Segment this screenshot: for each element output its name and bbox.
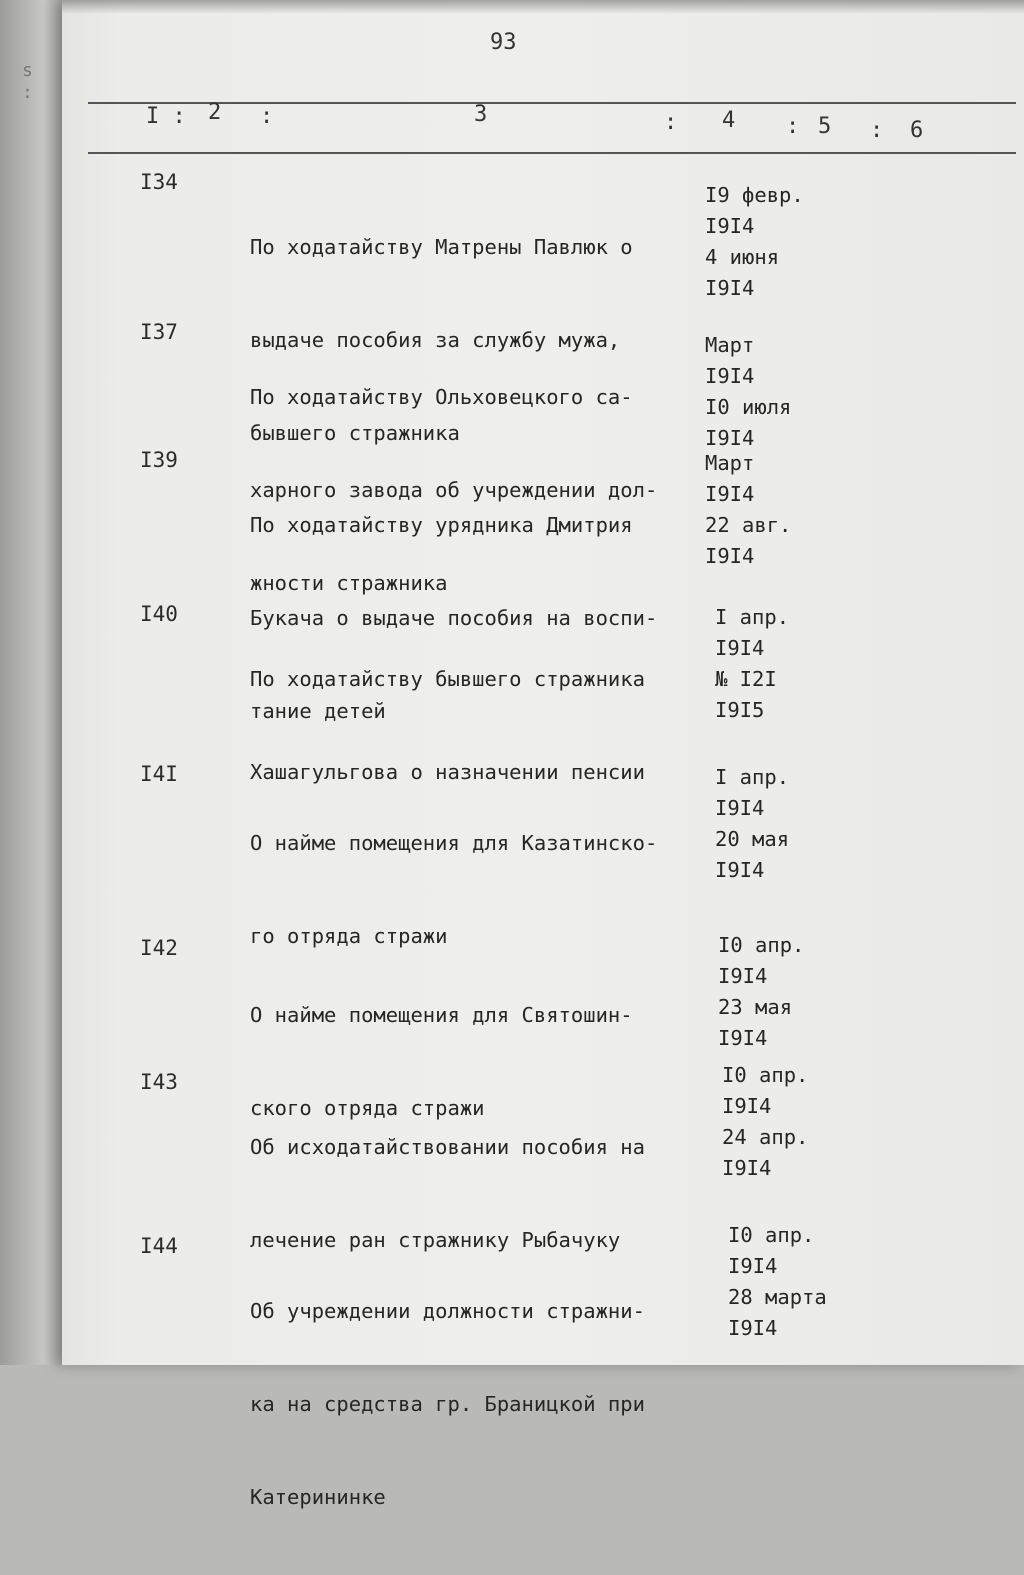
- entry-description: [250, 1234, 705, 1575]
- archive-number: № I2I: [715, 667, 777, 691]
- column-header-6: 6: [910, 118, 924, 143]
- start-year: I9I4: [718, 964, 768, 988]
- entry-dates: [705, 448, 835, 572]
- entry-dates: [705, 330, 835, 454]
- description-line: го отряда стражи: [250, 924, 448, 948]
- description-line: жности стражника: [250, 571, 448, 595]
- column-header-1: I :: [146, 104, 186, 129]
- description-line: Катерининке: [250, 1485, 386, 1509]
- entry-number: I37: [140, 320, 178, 344]
- start-date: I0 апр.: [718, 933, 805, 957]
- column-separator: :: [786, 114, 800, 139]
- description-line: По ходатайству бывшего стражника: [250, 667, 645, 691]
- end-year: I9I4: [728, 1316, 778, 1340]
- description-line: Букача о выдаче пособия на воспи-: [250, 606, 658, 630]
- start-year: I9I4: [705, 214, 755, 238]
- description-line: Об учреждении должности стражни-: [250, 1299, 645, 1323]
- page-number: 93: [490, 30, 517, 55]
- start-date: I0 апр.: [728, 1223, 815, 1247]
- entry-number: I43: [140, 1070, 178, 1094]
- start-date: I9 февр.: [705, 183, 804, 207]
- description-line: тание детей: [250, 699, 386, 723]
- entry-dates: [718, 930, 848, 1054]
- column-header-4: 4: [722, 108, 736, 133]
- description-line: О найме помещения для Святошин-: [250, 1003, 633, 1027]
- end-year: I9I4: [718, 1026, 768, 1050]
- start-year: I9I4: [715, 636, 765, 660]
- description-line: лечение ран стражнику Рыбачуку: [250, 1228, 621, 1252]
- description-line: ского отряда стражи: [250, 1096, 485, 1120]
- spine-mark: :: [22, 82, 33, 103]
- entry-number: I39: [140, 448, 178, 472]
- description-line: ка на средства гр. Браницкой при: [250, 1392, 645, 1416]
- end-year: I9I4: [705, 426, 755, 450]
- column-header-2: 2: [208, 100, 222, 125]
- entry-dates: [728, 1220, 858, 1344]
- start-date: I апр.: [715, 765, 790, 789]
- description-line: По ходатайству Ольховецкого са-: [250, 385, 633, 409]
- end-date: 22 авг.: [705, 513, 792, 537]
- spine-mark: s: [22, 60, 33, 81]
- description-line: Хашагульгова о назначении пенсии: [250, 760, 645, 784]
- end-year: I9I4: [705, 544, 755, 568]
- description-line: Об исходатайствовании пособия на: [250, 1135, 645, 1159]
- end-date: 24 апр.: [722, 1125, 809, 1149]
- book-spine: [0, 0, 62, 1365]
- description-line: О найме помещения для Казатинско-: [250, 831, 658, 855]
- end-year: I9I4: [705, 276, 755, 300]
- entry-dates: [705, 180, 835, 304]
- start-year: I9I4: [722, 1094, 772, 1118]
- end-date: I0 июля: [705, 395, 792, 419]
- description-line: По ходатайству Матрены Павлюк о: [250, 235, 633, 259]
- column-separator: :: [260, 104, 274, 129]
- column-header-3: 3: [474, 102, 488, 127]
- description-line: бывшего стражника: [250, 421, 460, 445]
- start-year: I9I4: [728, 1254, 778, 1278]
- start-date: I0 апр.: [722, 1063, 809, 1087]
- entry-number: I4I: [140, 762, 178, 786]
- description-line: харного завода об учреждении дол-: [250, 478, 658, 502]
- start-date: Март: [705, 451, 755, 475]
- entry-dates: [715, 602, 845, 726]
- entry-dates: [722, 1060, 852, 1184]
- entry-dates: [715, 762, 845, 886]
- start-year: I9I4: [705, 482, 755, 506]
- entry-number: I42: [140, 936, 178, 960]
- start-date: Март: [705, 333, 755, 357]
- end-date: 4 июня: [705, 245, 780, 269]
- end-date: 20 мая: [715, 827, 790, 851]
- end-year: I9I5: [715, 698, 765, 722]
- end-year: I9I4: [722, 1156, 772, 1180]
- column-separator: :: [870, 118, 884, 143]
- end-date: 28 марта: [728, 1285, 827, 1309]
- entry-number: I44: [140, 1234, 178, 1258]
- start-year: I9I4: [715, 796, 765, 820]
- entry-number: I34: [140, 170, 178, 194]
- header-rule-bottom: [88, 152, 1016, 154]
- entry-number: I40: [140, 602, 178, 626]
- start-date: I апр.: [715, 605, 790, 629]
- end-year: I9I4: [715, 858, 765, 882]
- description-line: выдаче пособия за службу мужа,: [250, 328, 621, 352]
- description-line: По ходатайству урядника Дмитрия: [250, 513, 633, 537]
- column-header-5: 5: [818, 114, 832, 139]
- header-rule-top: [88, 102, 1016, 104]
- page-top-shadow: [62, 0, 1024, 14]
- start-year: I9I4: [705, 364, 755, 388]
- column-separator: :: [664, 110, 678, 135]
- end-date: 23 мая: [718, 995, 793, 1019]
